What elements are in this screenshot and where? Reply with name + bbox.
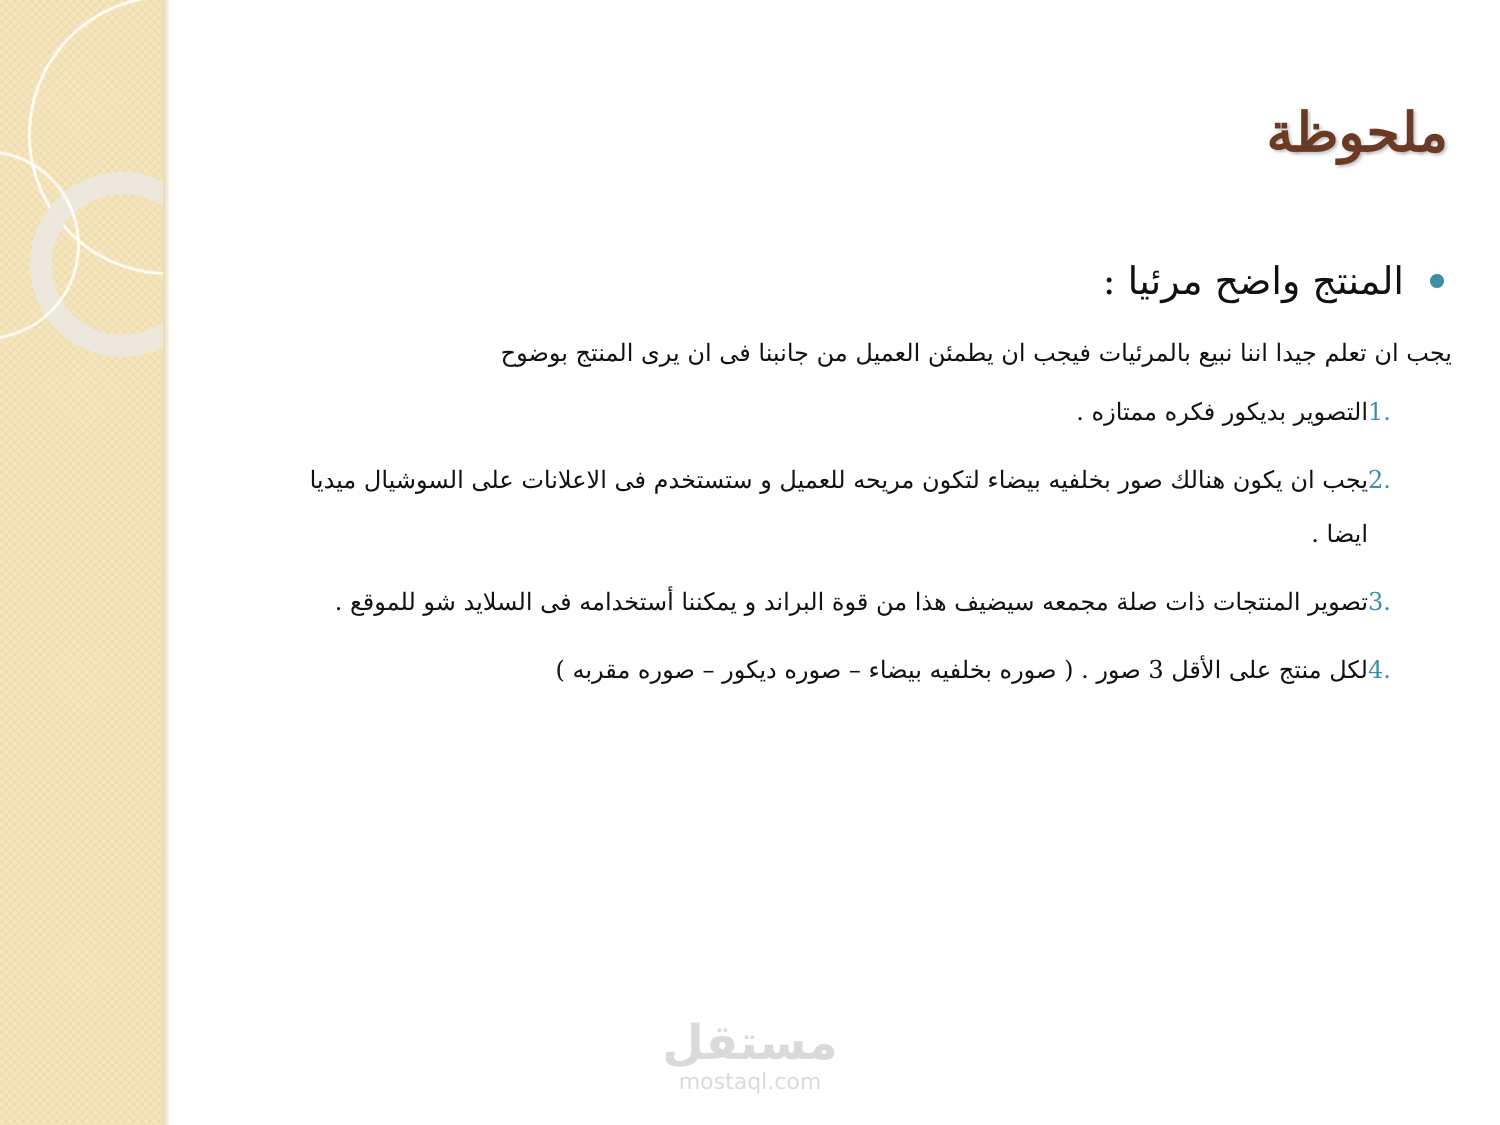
slide-content <box>222 255 1452 711</box>
list-item-text: تصوير المنتجات ذات صلة مجمعه سيضيف هذا من قوة البراند و يمكننا أستخدامه فى السلايد شو للموقع . <box>334 588 1368 616</box>
intro-paragraph: يجب ان تعلم جيدا اننا نبيع بالمرئيات فيجب ان يطمئن العميل من جانبنا فى ان يرى المنتج بوضوح <box>500 339 1452 367</box>
list-item <box>222 385 1452 439</box>
list-item-text: لكل منتج على الأقل 3 صور . ( صوره بخلفيه بيضاء – صوره ديكور – صوره مقربه ) <box>555 656 1368 684</box>
decorative-side-band <box>0 0 165 1125</box>
list-item-number: 3. <box>1368 588 1391 616</box>
bullet-heading <box>222 255 1444 307</box>
list-item-number: 4. <box>1368 656 1391 684</box>
list-item-text: التصوير بديكور فكره ممتازه . <box>1076 398 1368 426</box>
list-item <box>222 453 1452 561</box>
bullet-heading-text: المنتج واضح مرئيا : <box>1102 259 1404 303</box>
slide-title: ملحوظة <box>1266 100 1448 164</box>
side-band-edge <box>163 0 169 1125</box>
list-item-number: 2. <box>1368 466 1391 494</box>
numbered-list <box>222 385 1452 697</box>
watermark-latin: mostaql.com <box>678 1070 822 1095</box>
watermark-arabic: مستقل <box>662 1015 838 1071</box>
list-item <box>222 643 1452 697</box>
list-item <box>222 575 1452 629</box>
bullet-dot-icon <box>1430 274 1444 288</box>
mostaql-watermark <box>660 1015 840 1095</box>
list-item-number: 1. <box>1368 398 1391 426</box>
list-item-text: يجب ان يكون هنالك صور بخلفيه بيضاء لتكون مريحه للعميل و ستستخدم فى الاعلانات على السوشيال ميديا ايضا . <box>309 466 1368 548</box>
